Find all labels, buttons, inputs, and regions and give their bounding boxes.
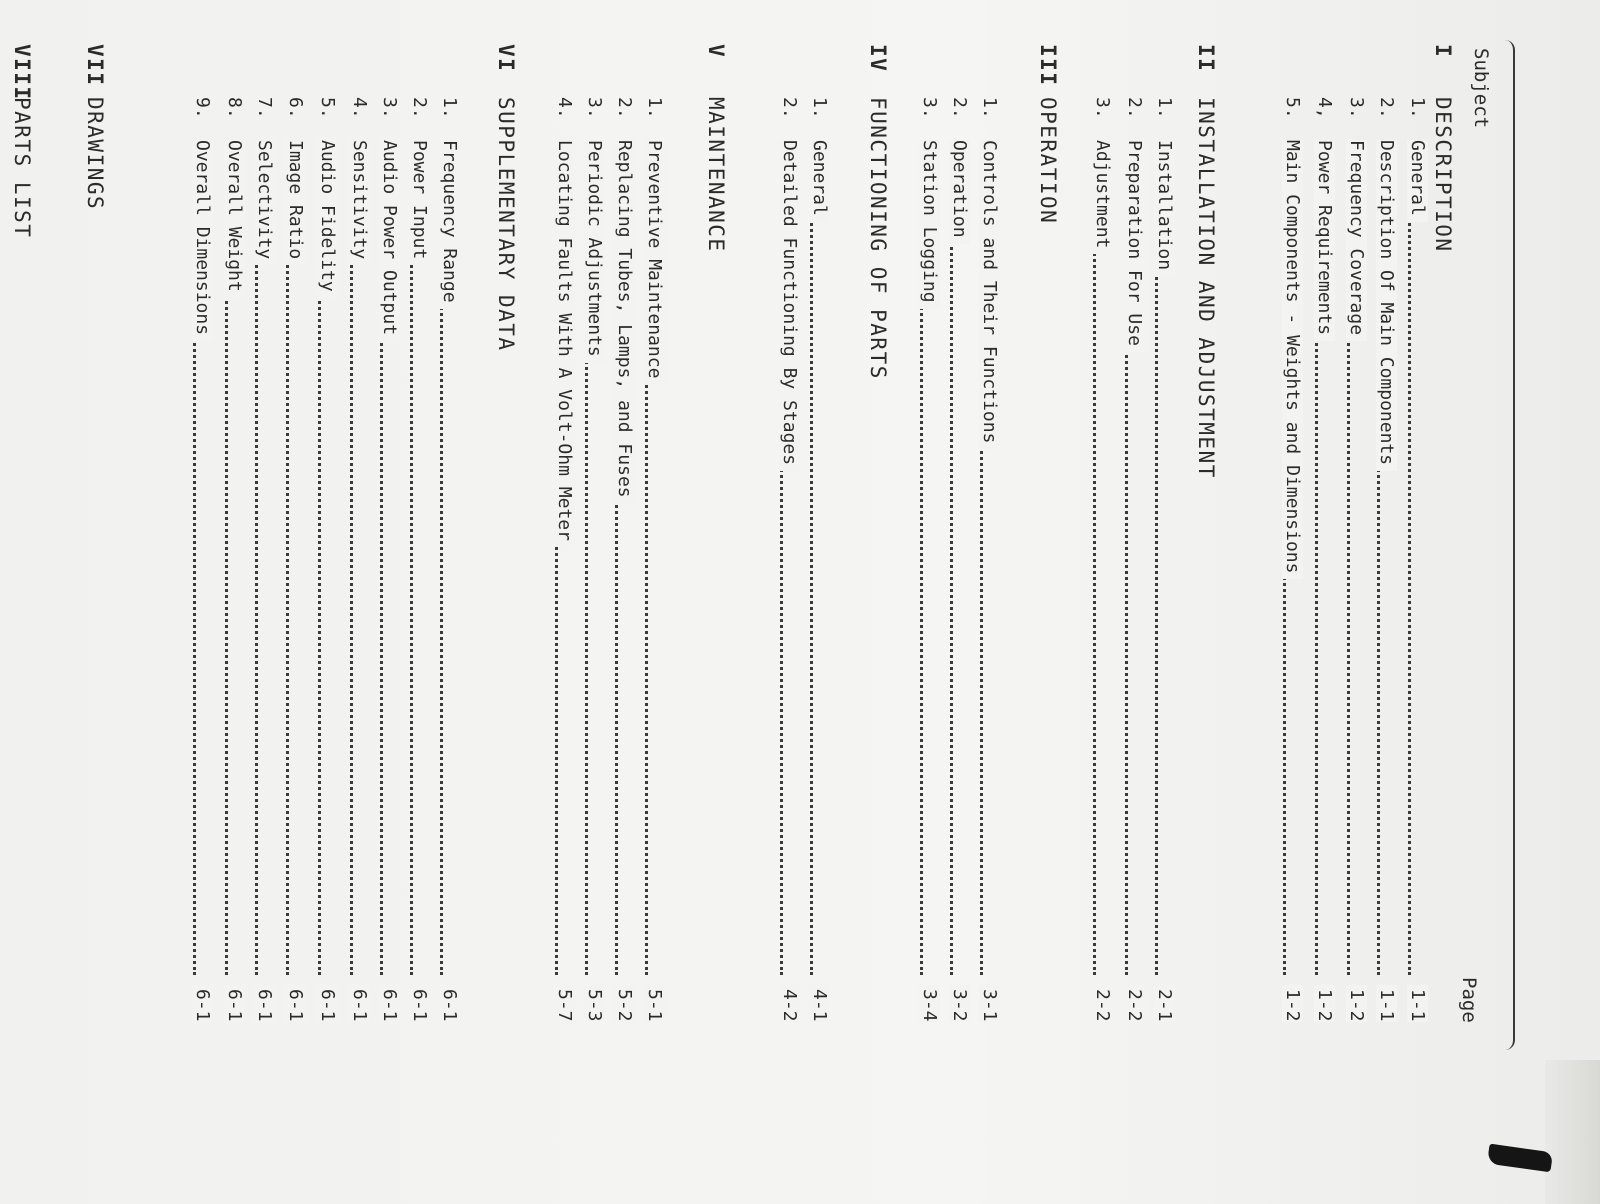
item-label: Main Components - Weights and Dimensions	[1282, 140, 1303, 579]
dot-leader	[810, 140, 813, 975]
item-number: 1.	[644, 97, 665, 119]
item-number: 1.	[809, 97, 830, 119]
item-number: 4.	[349, 97, 370, 119]
item-number: 2.	[1376, 97, 1397, 119]
section-numeral: VI	[494, 44, 518, 73]
item-number: 2.	[949, 97, 970, 119]
item-page: 6-1	[192, 985, 213, 1022]
item-number: 5.	[1282, 97, 1303, 119]
item-label: Detailed Functioning By Stages	[779, 140, 800, 471]
section-numeral: III	[1036, 44, 1060, 87]
item-page: 3-2	[949, 985, 970, 1022]
item-page: 6-1	[409, 985, 430, 1022]
item-label: Audio Fidelity	[317, 140, 338, 298]
dot-leader	[1093, 140, 1096, 975]
item-page: 3-1	[979, 985, 1000, 1022]
item-label: Overall Dimensions	[192, 140, 213, 341]
item-label: Overall Weight	[224, 140, 245, 298]
item-page: 6-1	[285, 985, 306, 1022]
section-title: MAINTENANCE	[704, 97, 728, 253]
dot-leader	[350, 140, 353, 975]
dot-leader	[410, 140, 413, 975]
item-number: 1.	[979, 97, 1000, 119]
item-label: Controls and Their Functions	[979, 140, 1000, 449]
item-page: 5-3	[584, 985, 605, 1022]
section-title: DRAWINGS	[83, 97, 107, 211]
item-label: General	[1407, 140, 1428, 222]
item-label: Replacing Tubes, Lamps, and Fuses	[614, 140, 635, 504]
item-label: Periodic Adjustments	[584, 140, 605, 363]
item-page: 6-1	[439, 985, 460, 1022]
item-number: 7.	[254, 97, 275, 119]
item-label: Adjustment	[1092, 140, 1113, 254]
item-page: 1-1	[1407, 985, 1428, 1022]
item-page: 4-1	[809, 985, 830, 1022]
section-title: FUNCTIONING OF PARTS	[866, 97, 890, 380]
section-title: SUPPLEMENTARY DATA	[494, 97, 518, 352]
item-number: 2.	[1124, 97, 1145, 119]
subject-header: Subject	[1470, 48, 1492, 129]
item-page: 1-1	[1376, 985, 1397, 1022]
item-number: 2.	[779, 97, 800, 119]
item-label: Description Of Main Components	[1376, 140, 1397, 471]
item-number: 3.	[1346, 97, 1367, 119]
item-page: 6-1	[254, 985, 275, 1022]
item-page: 6-1	[317, 985, 338, 1022]
section-numeral: VII	[83, 44, 107, 87]
item-label: Locating Faults With A Volt-Ohm Meter	[554, 140, 575, 547]
section-title: OPERATION	[1036, 97, 1060, 225]
section-numeral: V	[704, 44, 728, 59]
section-numeral: IV	[866, 44, 890, 73]
item-number: 6.	[285, 97, 306, 119]
item-label: Frequency Coverage	[1346, 140, 1367, 341]
item-page: 1-2	[1282, 985, 1303, 1022]
item-label: Sensitivity	[349, 140, 370, 265]
section-title: DESCRIPTION	[1431, 97, 1455, 253]
item-label: Operation	[949, 140, 970, 244]
section-numeral: II	[1194, 44, 1218, 73]
item-label: Power Input	[409, 140, 430, 265]
item-label: Selectivity	[254, 140, 275, 265]
dot-leader	[950, 140, 953, 975]
item-page: 1-2	[1346, 985, 1367, 1022]
item-page: 5-2	[614, 985, 635, 1022]
item-number: 3.	[1092, 97, 1113, 119]
item-page: 3-4	[919, 985, 940, 1022]
item-page: 5-7	[554, 985, 575, 1022]
dot-leader	[286, 140, 289, 975]
section-numeral: VIII	[10, 44, 34, 101]
page-header: Page	[1458, 977, 1480, 1023]
item-page: 6-1	[379, 985, 400, 1022]
item-number: 2.	[409, 97, 430, 119]
item-page: 4-2	[779, 985, 800, 1022]
item-number: 9.	[192, 97, 213, 119]
item-label: Power Requirements	[1314, 140, 1335, 341]
item-number: 3.	[584, 97, 605, 119]
dot-leader	[1408, 140, 1411, 975]
item-page: 2-1	[1154, 985, 1175, 1022]
item-number: 3.	[379, 97, 400, 119]
item-number: 4.	[554, 97, 575, 119]
item-label: Preventive Maintenance	[644, 140, 665, 384]
item-number: 4,	[1314, 97, 1335, 119]
item-number: 2.	[614, 97, 635, 119]
item-label: General	[809, 140, 830, 222]
item-page: 1-2	[1314, 985, 1335, 1022]
section-numeral: I	[1431, 44, 1455, 59]
item-page: 2-2	[1124, 985, 1145, 1022]
item-number: 1.	[439, 97, 460, 119]
item-number: 1.	[1407, 97, 1428, 119]
item-page: 6-1	[349, 985, 370, 1022]
item-label: Preparation For Use	[1124, 140, 1145, 352]
item-label: Installation	[1154, 140, 1175, 276]
item-number: 3.	[919, 97, 940, 119]
item-label: Station Logging	[919, 140, 940, 309]
item-number: 8.	[224, 97, 245, 119]
section-title: INSTALLATION AND ADJUSTMENT	[1194, 97, 1218, 479]
section-title: PARTS LIST	[10, 97, 34, 239]
item-number: 1.	[1154, 97, 1175, 119]
item-number: 5.	[317, 97, 338, 119]
item-label: Frequency Range	[439, 140, 460, 309]
item-label: Image Ratio	[285, 140, 306, 265]
item-label: Audio Power Output	[379, 140, 400, 341]
item-page: 5-1	[644, 985, 665, 1022]
item-page: 2-2	[1092, 985, 1113, 1022]
dot-leader	[255, 140, 258, 975]
item-page: 6-1	[224, 985, 245, 1022]
